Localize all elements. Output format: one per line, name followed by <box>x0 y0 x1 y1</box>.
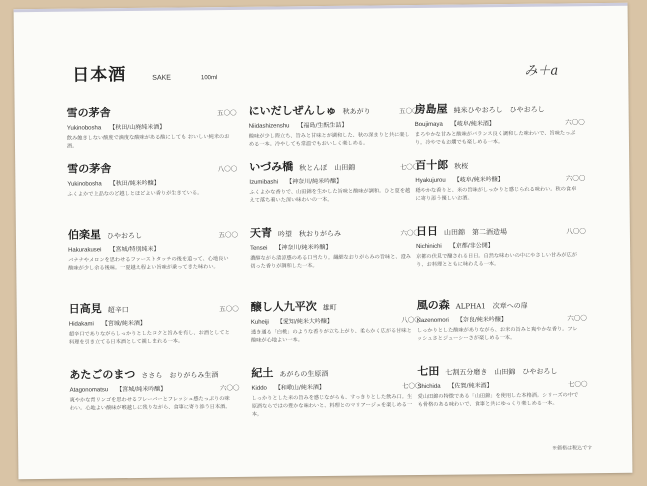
sake-name: 日日 <box>415 224 438 239</box>
sake-item <box>416 221 586 269</box>
sake-note: あがらの生原酒 <box>279 369 329 379</box>
sake-info-row <box>415 173 585 184</box>
sake-romaji: Hyakujurou <box>415 177 446 185</box>
menu-sheet <box>14 3 633 479</box>
sake-origin-type: 【宮城/特別純米】 <box>109 245 160 254</box>
sake-origin-type: 【京都/非公開】 <box>449 242 494 250</box>
sake-name: にいだしぜんしゅ <box>248 103 337 118</box>
sake-info-row <box>251 381 421 392</box>
menu-subtitle: SAKE <box>152 74 172 82</box>
sake-origin-type: 【福島/生酛生詰】 <box>297 121 348 130</box>
sake-description: しっかりとした酸味がありながら、お米の旨みと爽やかな香り。フレッシュさとジューシーさが楽しめる一本。 <box>416 326 578 343</box>
sake-item <box>249 157 419 205</box>
sake-item <box>417 295 587 343</box>
sake-origin-type: 【神奈川/純米吟醸】 <box>275 243 332 252</box>
sake-description: 穏やかな香りと、米の旨味がしっかりと感じられる味わい。秋の食卓に寄り添う優しいお酒。 <box>415 186 577 203</box>
sake-description: 愛山田錦の特徴である「山田錦」を使用した本格酒。シリーズの中でも骨格のある味わいで、食事と共にゆっくり楽しめる一本。 <box>417 392 579 409</box>
sake-romaji: Boujimaya <box>414 121 443 129</box>
sake-item <box>415 155 585 203</box>
sake-name-row <box>69 365 239 383</box>
sake-description: 京都の伏見で醸される日日。自然な味わいの中にやさしい甘みが広がり、お料理とともに味わえる一本。 <box>416 252 578 269</box>
sake-romaji: Niidashizenshu <box>248 123 290 130</box>
sake-romaji: Atagonomatsu <box>69 387 109 394</box>
sake-description: まろやかな甘みと酸味がバランス良く調和した味わいで、旨味たっぷり。冷やでもお燗でも楽しめる一本。 <box>414 130 576 147</box>
sake-name: あたごのまつ <box>69 367 136 382</box>
sake-price-secondary: 六〇〇 <box>219 383 240 393</box>
sake-description: ふくよかで上品なのど越しとほどよい香りが生きている。 <box>67 190 203 198</box>
paper-edge <box>14 3 628 12</box>
sake-note: ALPHA1 次章への扉 <box>455 301 528 311</box>
sake-name-row <box>67 103 237 121</box>
sake-description: 爽やかな青リンゴを思わせるフレーバーとフレッシュ感たっぷりの味わい。心地よい酸味が喉越しに残りながら、食事に寄り添う日本酒。 <box>69 395 231 412</box>
menu-column-1 <box>66 103 240 412</box>
sake-price: 八〇〇 <box>566 227 586 236</box>
sake-name-row <box>417 295 587 313</box>
sake-note: 秋桜 <box>454 162 469 171</box>
sake-romaji: Yukinobosha <box>67 181 102 188</box>
sake-name-row <box>415 155 585 173</box>
sake-item <box>67 103 237 151</box>
sake-info-row <box>69 383 239 394</box>
sake-info-row <box>67 121 237 132</box>
sake-name: 醸し人九平次 <box>250 300 317 314</box>
sake-name: 雪の茅舎 <box>67 162 112 176</box>
sake-description: 透き通る「白桃」のような香りが立ち上がり、柔らかく広がる甘味と酸味が心地よい一本。 <box>250 328 412 344</box>
sake-romaji: Kiddo <box>251 385 267 392</box>
sake-name-row <box>67 159 237 177</box>
sake-note: 七割五分磨き 山田錦 ひやおろし <box>445 367 558 377</box>
sake-name-row <box>251 363 421 381</box>
sake-name-row <box>250 223 420 241</box>
sake-price-secondary: 六〇〇 <box>567 314 587 323</box>
sake-price: 七〇〇 <box>399 162 420 172</box>
sake-info-row <box>67 177 237 188</box>
sake-note: 山田錦 第二酒造場 <box>443 228 507 237</box>
sake-romaji: Nichinichi <box>416 243 442 251</box>
sake-name-row <box>249 157 419 175</box>
sake-note: ささら おりがらみ生酒 <box>141 371 219 380</box>
sake-info-row <box>417 313 587 324</box>
sake-name: いづみ橋 <box>249 160 294 174</box>
sake-name: 紀土 <box>251 366 274 380</box>
sake-name: 房島屋 <box>414 102 448 117</box>
sake-name: 伯楽星 <box>67 228 101 242</box>
sake-item <box>67 159 237 199</box>
sake-romaji: Kazenomori <box>416 317 449 325</box>
sake-name-row <box>417 361 587 379</box>
sake-info-row <box>69 317 239 328</box>
sake-price-secondary: 六〇〇 <box>565 118 585 127</box>
sake-origin-type: 【愛知/純米大吟醸】 <box>276 317 333 326</box>
sake-origin-type: 【秋田/山廃純米酒】 <box>109 123 166 132</box>
sake-price: 五〇〇 <box>218 230 238 240</box>
sake-name: 七田 <box>417 364 440 379</box>
menu-header <box>72 59 217 86</box>
sake-origin-type: 【神奈川/純米吟醸】 <box>286 177 343 186</box>
sake-origin-type: 【奈良/純米吟醸】 <box>456 316 507 324</box>
sake-info-row <box>68 243 238 254</box>
sake-origin-type: 【岐阜/純米吟醸】 <box>453 176 504 184</box>
sake-price: 五〇〇 <box>217 108 237 118</box>
sake-romaji: Yukinobosha <box>66 125 102 132</box>
sake-name-row <box>249 101 419 119</box>
sake-origin-type: 【宮城/純米酒】 <box>101 319 146 328</box>
sake-price: 五〇〇 <box>399 106 419 116</box>
sake-romaji: Shichida <box>417 383 441 391</box>
sake-item <box>415 99 585 147</box>
menu-title: 日本酒 <box>72 65 127 86</box>
sake-price: 五〇〇 <box>219 304 239 314</box>
sake-note: 吟望 秋おりがらみ <box>277 229 341 239</box>
sake-item <box>249 101 419 149</box>
sake-name: 天青 <box>249 226 272 240</box>
sake-name-row <box>69 299 239 317</box>
sake-name-row <box>68 225 238 243</box>
sake-price-secondary: 七〇〇 <box>567 380 588 389</box>
sake-origin-type: 【岐阜/純米酒】 <box>450 120 495 128</box>
sake-origin-type: 【和歌山/純米酒】 <box>274 383 325 392</box>
menu-column-3 <box>414 99 588 409</box>
sake-note: 純米ひやおろし ひやおろし <box>453 105 545 115</box>
sake-price-secondary: 七〇〇 <box>401 381 422 391</box>
sake-romaji: Kuheiji <box>250 319 269 326</box>
shop-logo: み＋a <box>524 63 559 79</box>
sake-info-row <box>415 117 585 128</box>
sake-item <box>251 297 421 345</box>
sake-price-secondary: 八〇〇 <box>401 315 421 325</box>
sake-name-row <box>415 99 585 117</box>
sake-romaji: Hidakami <box>68 321 94 328</box>
sake-price: 八〇〇 <box>217 164 238 174</box>
sake-note: 雄町 <box>322 303 337 313</box>
sake-item <box>69 365 239 413</box>
sake-origin-type: 【秋田/純米吟醸】 <box>109 179 160 188</box>
sake-item <box>250 223 420 271</box>
sake-info-row <box>417 379 587 390</box>
sake-romaji: Izumibashi <box>249 179 279 186</box>
sake-origin-type: 【宮城/純米吟醸】 <box>116 385 167 394</box>
sake-item <box>417 361 587 409</box>
sake-note: 秋あがり <box>342 107 371 116</box>
sake-info-row <box>249 175 419 186</box>
sake-price: 六〇〇 <box>400 228 420 238</box>
sake-note: 秋とんぼ 山田錦 <box>299 163 356 173</box>
sake-name: 雪の茅舎 <box>66 106 111 120</box>
sake-name: 百十郎 <box>415 158 449 173</box>
sake-name: 風の森 <box>416 298 450 313</box>
sake-description: 超辛口でありながらしっかりとしたコクと旨みを有し、お酒としてと料理を引き立てる日本酒として親しまれる一本。 <box>68 329 230 346</box>
sake-description: しっかりとした米の旨みを感じながらも、すっきりとした飲み口。生原酒ならではの豊かな味わいと、料理とのマリアージュを楽しめる一本。 <box>251 394 413 418</box>
sake-note: 超辛口 <box>107 306 129 315</box>
sake-name-row <box>251 297 421 315</box>
sake-romaji: Tensei <box>250 245 268 252</box>
sake-description: 酸味が少し際立ち、旨みと甘味とが調和した、秋の深まりと共に楽しめる一本。冷やしても常温でもおいしく楽しめる。 <box>248 132 410 148</box>
sake-info-row <box>416 239 586 250</box>
sake-item <box>251 363 422 419</box>
sake-name-row <box>416 221 586 239</box>
menu-column-2 <box>248 101 422 418</box>
sake-item <box>69 299 239 347</box>
sake-romaji: Hakurakusei <box>68 247 102 254</box>
sake-description: バナナやメロンを思わせるファーストタッチの後を追って、心地良い酸味が少し余る後味。一夏越え程よい旨味が乗ってきた味わい。 <box>68 255 229 272</box>
sake-description: 飲み飽きしない酸度で滴度な酸味がある酸にしても おいしい純米のお酒。 <box>66 133 230 150</box>
sake-item <box>68 225 238 273</box>
sake-info-row <box>251 315 421 326</box>
price-footnote: ※価格は税込です <box>552 445 593 452</box>
sake-name: 日高見 <box>68 302 102 316</box>
sake-description: ふくよかな香りで、山田錦を生かした旨味と酸味が調和。ひと夏を越えて落ち着いた深い味わいの一本。 <box>249 188 411 204</box>
sake-origin-type: 【佐賀/純米酒】 <box>448 382 493 390</box>
sake-description: 濃醇ながら清涼感のある口当たり。繊細なおりがらみの旨味と、澄み切った香りが調和した一本。 <box>250 254 412 270</box>
sake-note: ひやおろし <box>106 231 142 241</box>
serving-volume: 100ml <box>200 75 218 82</box>
sake-info-row <box>249 119 419 130</box>
sake-price-secondary: 六〇〇 <box>565 174 586 183</box>
sake-info-row <box>250 241 420 252</box>
